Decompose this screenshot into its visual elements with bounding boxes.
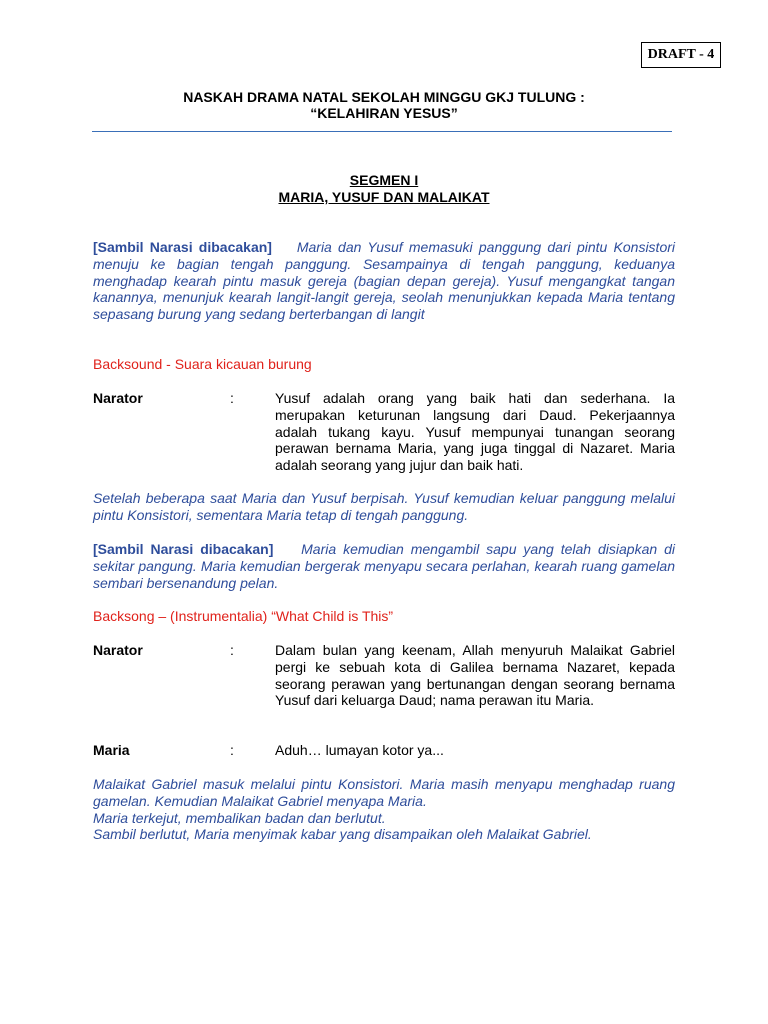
stage-direction-1 <box>93 239 675 323</box>
speaker-colon: : <box>230 742 234 758</box>
speaker-name: Narator <box>93 642 143 658</box>
stage-direction-2: Setelah beberapa saat Maria dan Yusuf berpisah. Yusuf kemudian keluar panggung melalui pintu Konsistori, sementara Maria tetap di tengah panggung. <box>93 490 675 523</box>
draft-label: DRAFT - 4 <box>641 42 721 68</box>
narration-tag: [Sambil Narasi dibacakan] <box>93 541 274 557</box>
speaker-name: Narator <box>93 390 143 406</box>
stage-direction-line: Malaikat Gabriel masuk melalui pintu Konsistori. Maria masih menyapu menghadap ruang gamelan. Kemudian Malaikat Gabriel menyapa Maria. <box>93 776 675 809</box>
script-subtitle: “KELAHIRAN YESUS” <box>310 105 458 121</box>
dialogue-text: Yusuf adalah orang yang baik hati dan sederhana. Ia merupakan keturunan langsung dari Daud. Pekerjaannya adalah tukang kayu. Yusuf mempunyai tunangan seorang perawan bernama Maria, yang juga tinggal di Nazaret. Maria adalah seorang yang jujur dan baik hati. <box>275 390 675 474</box>
backsong-note: Backsong – (Instrumentalia) “What Child is This” <box>93 608 394 624</box>
stage-direction-text: Maria kemudian mengambil sapu yang telah disiapkan di sekitar pangung. Maria kemudian bergerak menyapu secara perlahan, kearah ruang gamelan sembari bersenandung pelan. <box>93 541 675 591</box>
speaker-name: Maria <box>93 742 130 758</box>
stage-direction-line: Maria terkejut, membalikan badan dan berlutut. <box>93 809 386 826</box>
speaker-colon: : <box>230 642 234 658</box>
dialogue-text: Dalam bulan yang keenam, Allah menyuruh Malaikat Gabriel pergi ke sebuah kota di Galilea bernama Nazaret, kepada seorang perawan yang bertunangan dengan seorang bernama Yusuf dari keluarga Daud; nama perawan itu Maria. <box>275 642 675 709</box>
stage-direction-text: Maria dan Yusuf memasuki panggung dari pintu Konsistori menuju ke bagian tengah panggung. Sesampainya di tengah panggung, keduanya menghadap kearah pintu masuk gereja (bagian depan gereja). Yusuf mengangkat tangan kanannya, menunjuk kearah langit-langit gereja, seolah menunjukkan kepada Maria tentang sepasang burung yang sedang berterbangan di langit <box>93 239 675 323</box>
segment-number: SEGMEN I <box>349 172 419 188</box>
stage-direction-4 <box>93 776 675 843</box>
stage-direction-3 <box>93 541 675 591</box>
speaker-colon: : <box>230 390 234 406</box>
backsound-note: Backsound - Suara kicauan burung <box>93 356 312 372</box>
script-title: NASKAH DRAMA NATAL SEKOLAH MINGGU GKJ TULUNG : <box>183 89 585 105</box>
dialogue-text: Aduh… lumayan kotor ya... <box>275 742 444 758</box>
narration-tag: [Sambil Narasi dibacakan] <box>93 239 272 255</box>
segment-name: MARIA, YUSUF DAN MALAIKAT <box>278 189 490 205</box>
stage-direction-line: Sambil berlutut, Maria menyimak kabar yang disampaikan oleh Malaikat Gabriel. <box>93 826 592 843</box>
header-divider <box>92 131 672 132</box>
